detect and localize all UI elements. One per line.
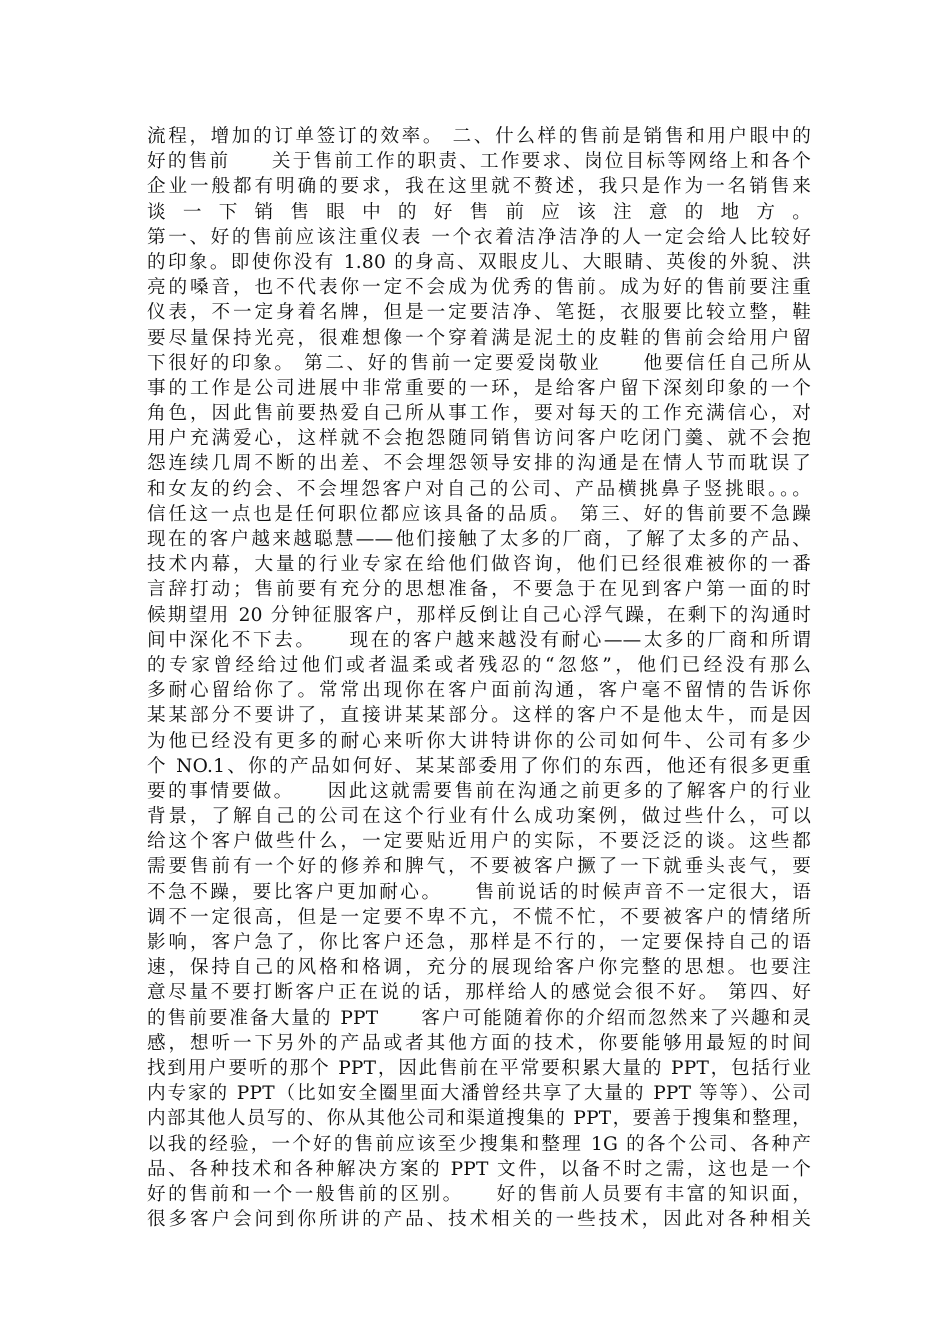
text-line: 企业一般都有明确的要求，我在这里就不赘述，我只是作为一名销售来 <box>147 176 811 198</box>
text-line: 某某部分不要讲了，直接讲某某部分。这样的客户不是他太牛，而是因 <box>147 705 811 727</box>
text-line: 候期望用 20 分钟征服客户，那样反倒让自己心浮气躁，在剩下的沟通时 <box>147 604 811 626</box>
text-line: 和女友的约会、不会埋怨客户对自己的公司、产品横挑鼻子竖挑眼。。。 <box>147 478 811 500</box>
text-line: 好的售前和一个一般售前的区别。 好的售前人员要有丰富的知识面， <box>147 1183 811 1205</box>
text-line: 角色，因此售前要热爱自己所从事工作，要对每天的工作充满信心，对 <box>147 403 811 425</box>
text-line: 调不一定很高，但是一定要不卑不亢，不慌不忙，不要被客户的情绪所 <box>147 906 811 928</box>
text-line: 流程，增加的订单签订的效率。 二、什么样的售前是销售和用户眼中的 <box>147 126 811 147</box>
text-line: 速，保持自己的风格和格调，充分的展现给客户你完整的思想。也要注 <box>147 957 811 979</box>
text-line: 的售前要准备大量的 PPT 客户可能随着你的介绍而忽然来了兴趣和灵 <box>147 1007 811 1029</box>
text-line: 感，想听一下另外的产品或者其他方面的技术，你要能够用最短的时间 <box>147 1032 811 1054</box>
text-line: 影响，客户急了，你比客户还急，那样是不行的，一定要保持自己的语 <box>147 932 811 953</box>
text-line: 好的售前 关于售前工作的职责、工作要求、岗位目标等网络上和各个 <box>147 151 811 173</box>
text-line: 亮的嗓音，也不代表你一定不会成为优秀的售前。成为好的售前要注重 <box>147 277 811 299</box>
text-line: 很多客户会问到你所讲的产品、技术相关的一些技术，因此对各种相关 <box>147 1209 811 1231</box>
text-line: 言辞打动；售前要有充分的思想准备，不要急于在见到客户第一面的时 <box>147 579 811 601</box>
text-line: 内专家的 PPT（比如安全圈里面大潘曾经共享了大量的 PPT 等等）、公司 <box>147 1083 811 1105</box>
text-line: 品、各种技术和各种解决方案的 PPT 文件，以备不时之需，这也是一个 <box>147 1158 811 1180</box>
text-line: 谈一下销售眼中的好售前应该注意的地方。 <box>147 201 811 223</box>
text-line: 要的事情要做。 因此这就需要售前在沟通之前更多的了解客户的行业 <box>147 780 811 802</box>
text-line: 多耐心留给你了。常常出现你在客户面前沟通，客户毫不留情的告诉你 <box>147 680 811 702</box>
text-line: 技术内幕，大量的行业专家在给他们做咨询，他们已经很难被你的一番 <box>147 554 811 576</box>
text-line: 的印象。即使你没有 1.80 的身高、双眼皮儿、大眼睛、英俊的外貌、洪 <box>147 251 811 273</box>
text-line: 要尽量保持光亮，很难想像一个穿着满是泥土的皮鞋的售前会给用户留 <box>147 327 811 349</box>
text-line: 怨连续几周不断的出差、不会埋怨领导安排的沟通是在情人节而耽误了 <box>147 453 811 475</box>
text-line: 间中深化不下去。 现在的客户越来越没有耐心——太多的厂商和所谓 <box>147 629 811 651</box>
text-line: 不急不躁，要比客户更加耐心。 售前说话的时候声音不一定很大，语 <box>147 881 811 903</box>
text-line: 背景，了解自己的公司在这个行业有什么成功案例，做过些什么，可以 <box>147 806 811 828</box>
body-text <box>147 124 811 1232</box>
text-line: 信任这一点也是任何职位都应该具备的品质。 第三、好的售前要不急躁 <box>147 503 811 525</box>
text-line: 需要售前有一个好的修养和脾气，不要被客户撅了一下就垂头丧气，要 <box>147 856 811 878</box>
text-line: 意尽量不要打断客户正在说的话，那样给人的感觉会很不好。 第四、好 <box>147 982 811 1004</box>
text-line: 找到用户要听的那个 PPT，因此售前在平常要积累大量的 PPT，包括行业 <box>147 1057 811 1079</box>
text-line: 为他已经没有更多的耐心来听你大讲特讲你的公司如何牛、公司有多少 <box>147 730 811 752</box>
text-line: 仪表，不一定身着名牌，但是一定要洁净、笔挺，衣服要比较立整，鞋 <box>147 302 811 324</box>
text-line: 下很好的印象。 第二、好的售前一定要爱岗敬业 他要信任自己所从 <box>147 352 811 374</box>
text-line: 给这个客户做些什么，一定要贴近用户的实际，不要泛泛的谈。这些都 <box>147 831 811 853</box>
text-line: 的专家曾经给过他们或者温柔或者残忍的“忽悠”，他们已经没有那么 <box>147 654 811 676</box>
text-line: 个 NO.1、你的产品如何好、某某部委用了你们的东西，他还有很多更重 <box>147 755 811 777</box>
text-line: 第一、好的售前应该注重仪表 一个衣着洁净洁净的人一定会给人比较好 <box>147 226 811 248</box>
text-line: 以我的经验，一个好的售前应该至少搜集和整理 1G 的各个公司、各种产 <box>147 1133 811 1155</box>
text-line: 内部其他人员写的、你从其他公司和渠道搜集的 PPT，要善于搜集和整理， <box>147 1108 811 1130</box>
text-line: 事的工作是公司进展中非常重要的一环，是给客户留下深刻印象的一个 <box>147 377 811 399</box>
text-line: 用户充满爱心，这样就不会抱怨随同销售访问客户吃闭门羹、就不会抱 <box>147 428 811 450</box>
text-line: 现在的客户越来越聪慧——他们接触了太多的厂商，了解了太多的产品、 <box>147 529 811 550</box>
